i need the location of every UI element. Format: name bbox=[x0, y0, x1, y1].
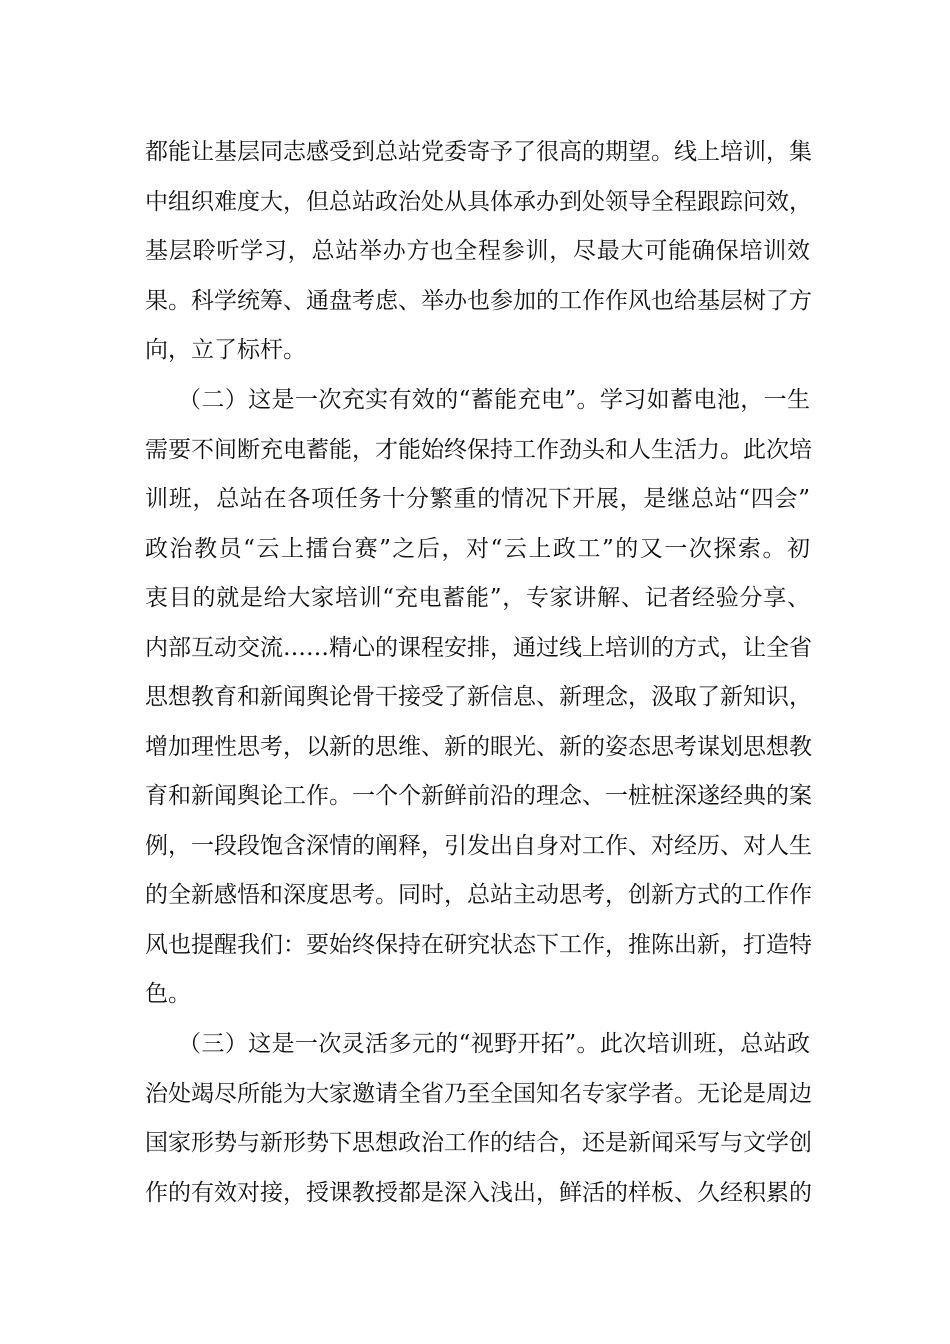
text-line: 基层聆听学习，总站举办方也全程参训，尽最大可能确保培训效 bbox=[145, 238, 810, 264]
text-line: 风也提醒我们：要始终保持在研究状态下工作，推陈出新，打造特 bbox=[145, 931, 812, 958]
text-line: 国家形势与新形势下思想政治工作的结合，还是新闻采写与文学创 bbox=[145, 1130, 812, 1156]
text-line: 的全新感悟和深度思考。同时，总站主动思考，创新方式的工作作 bbox=[145, 882, 812, 908]
text-line: 色。 bbox=[145, 981, 191, 1007]
text-line: 衷目的就是给大家培训“充电蓄能”，专家讲解、记者经验分享、 bbox=[145, 585, 810, 611]
text-line: 内部互动交流……精心的课程安排，通过线上培训的方式，让全省 bbox=[145, 634, 812, 661]
text-line: 都能让基层同志感受到总站党委寄予了很高的期望。线上培训，集 bbox=[145, 139, 812, 165]
paragraph-1 bbox=[145, 128, 810, 376]
text-line: 作的有效对接，授课教授都是深入浅出，鲜活的样板、久经积累的 bbox=[145, 1179, 812, 1206]
text-line: 政治教员“云上擂台赛”之后，对“云上政工”的又一次探索。初 bbox=[145, 535, 810, 562]
text-line: 育和新闻舆论工作。一个个新鲜前沿的理念、一桩桩深遂经典的案 bbox=[145, 783, 812, 809]
text-line: 思想教育和新闻舆论骨干接受了新信息、新理念，汲取了新知识， bbox=[145, 684, 812, 710]
text-line: 例，一段段饱含深情的阐释，引发出自身对工作、对经历、对人生 bbox=[145, 832, 812, 859]
paragraph-3 bbox=[145, 1020, 810, 1218]
text-line: 向，立了标杆。 bbox=[145, 337, 306, 363]
text-line: （二）这是一次充实有效的“蓄能充电”。学习如蓄电池，一生 bbox=[178, 387, 810, 413]
text-line: 治处竭尽所能为大家邀请全省乃至全国知名专家学者。无论是周边 bbox=[145, 1080, 812, 1107]
text-line: 需要不间断充电蓄能，才能始终保持工作劲头和人生活力。此次培 bbox=[145, 436, 812, 463]
paragraph-2 bbox=[145, 376, 810, 1020]
text-line: （三）这是一次灵活多元的“视野开拓”。此次培训班，总站政 bbox=[178, 1031, 810, 1057]
text-line: 果。科学统筹、通盘考虑、举办也参加的工作作风也给基层树了方 bbox=[145, 287, 812, 314]
text-line: 中组织难度大，但总站政治处从具体承办到处领导全程跟踪问效， bbox=[145, 188, 812, 215]
text-line: 增加理性思考，以新的思维、新的眼光、新的姿态思考谋划思想教 bbox=[145, 733, 812, 760]
text-line: 训班，总站在各项任务十分繁重的情况下开展，是继总站“四会” bbox=[145, 486, 810, 512]
